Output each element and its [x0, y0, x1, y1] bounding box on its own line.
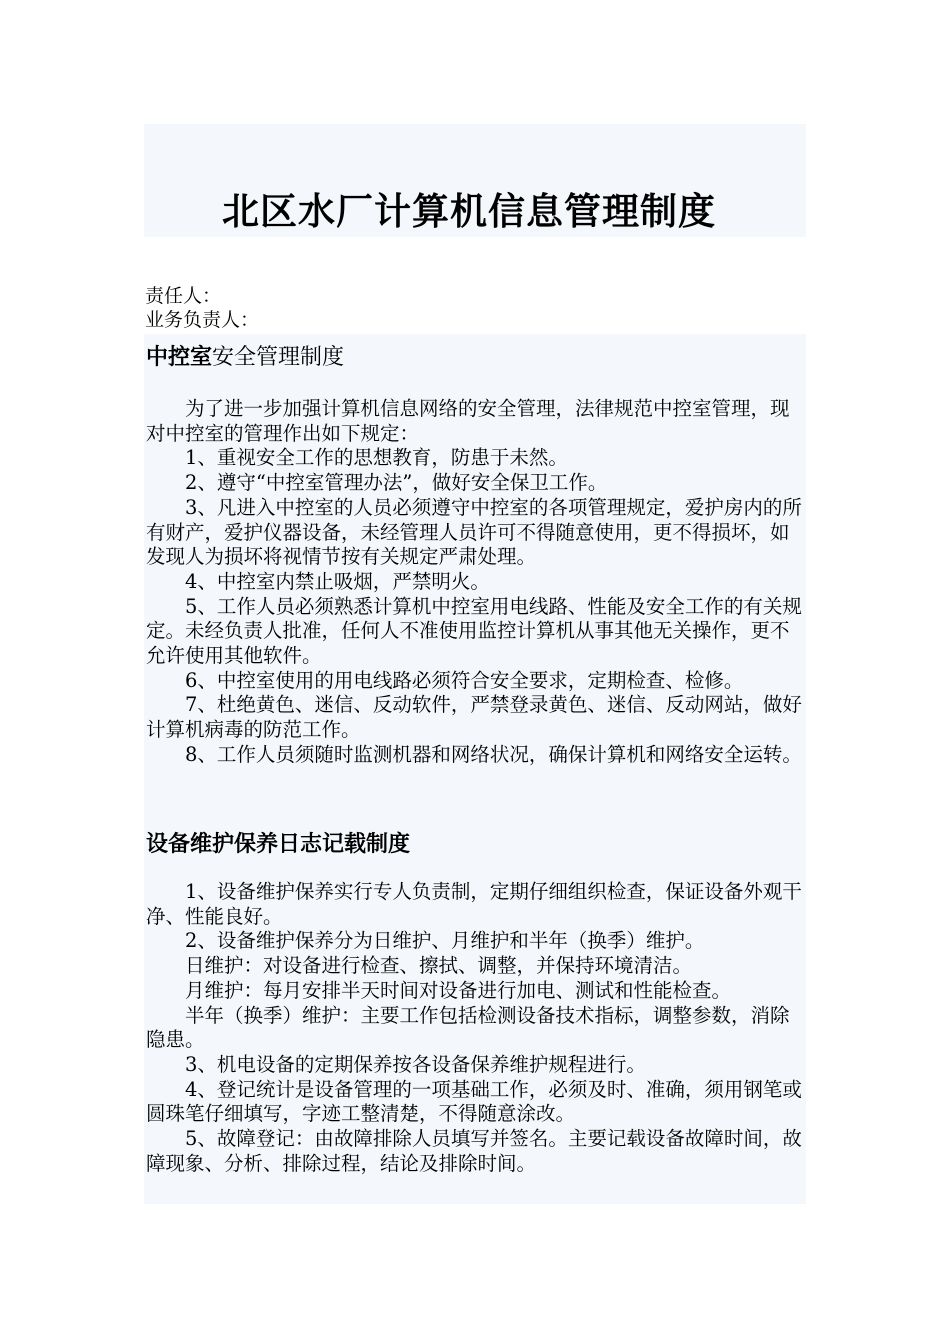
paragraph: 4、登记统计是设备管理的一项基础工作，必须及时、准确，须用钢笔或圆珠笔仔细填写，字迹工整清楚，不得随意涂改。 [146, 1077, 802, 1126]
section-title-text: 设备维护保养日志记载制度 [146, 832, 411, 857]
paragraph: 6、中控室使用的用电线路必须符合安全要求，定期检查、检修。 [185, 668, 744, 692]
responsible-person-label: 责任人： [145, 285, 222, 307]
paragraph: 3、机电设备的定期保养按各设备保养维护规程进行。 [185, 1052, 646, 1076]
paragraph: 1、重视安全工作的思想教育，防患于未然。 [185, 446, 568, 470]
paragraph: 7、杜绝黄色、迷信、反动软件，严禁登录黄色、迷信、反动网站，做好计算机病毒的防范工作。 [146, 693, 802, 742]
section-title-control-room [146, 342, 344, 373]
section-body-maintenance-log [146, 880, 806, 1176]
paragraph: 为了进一步加强计算机信息网络的安全管理，法律规范中控室管理，现对中控室的管理作出如下规定： [146, 397, 790, 445]
paragraph: 4、中控室内禁止吸烟，严禁明火。 [185, 569, 490, 593]
paragraph: 1、设备维护保养实行专人负责制，定期仔细组织检查，保证设备外观干净、性能良好。 [146, 880, 802, 928]
business-owner-label: 业务负责人： [145, 309, 260, 331]
section-title-maintenance-log [146, 829, 410, 860]
paragraph: 日维护：对设备进行检查、擦拭、调整，并保持环境清洁。 [185, 954, 693, 978]
paragraph: 8、工作人员须随时监测机器和网络状况，确保计算机和网络安全运转。 [185, 742, 802, 766]
paragraph: 2、设备维护保养分为日维护、月维护和半年（换季）维护。 [185, 929, 705, 953]
content-area [144, 334, 806, 1204]
paragraph: 5、故障登记：由故障排除人员填写并签名。主要记载设备故障时间，故障现象、分析、排除过程，结论及排除时间。 [146, 1127, 802, 1175]
document-title: 北区水厂计算机信息管理制度 [222, 190, 716, 233]
section-body-control-room [146, 397, 806, 768]
paragraph: 5、工作人员必须熟悉计算机中控室用电线路、性能及安全工作的有关规定。未经负责人批准，任何人不准使用监控计算机从事其他无关操作，更不允许使用其他软件。 [146, 594, 802, 668]
paragraph: 月维护：每月安排半天时间对设备进行加电、测试和性能检查。 [185, 978, 732, 1002]
responsibility-info [145, 284, 259, 332]
paragraph: 3、凡进入中控室的人员必须遵守中控室的各项管理规定，爱护房内的所有财产，爱护仪器设备，未经管理人员许可不得随意使用，更不得损坏，如发现人为损坏将视情节按有关规定严肃处理。 [146, 495, 802, 569]
title-block [144, 124, 806, 237]
section-title-rest: 安全管理制度 [212, 345, 345, 370]
section-title-strong: 中控室 [146, 345, 213, 370]
paragraph: 半年（换季）维护：主要工作包括检测设备技术指标，调整参数，消除隐患。 [146, 1003, 790, 1052]
paragraph: 2、遵守“中控室管理办法”，做好安全保卫工作。 [185, 471, 608, 495]
